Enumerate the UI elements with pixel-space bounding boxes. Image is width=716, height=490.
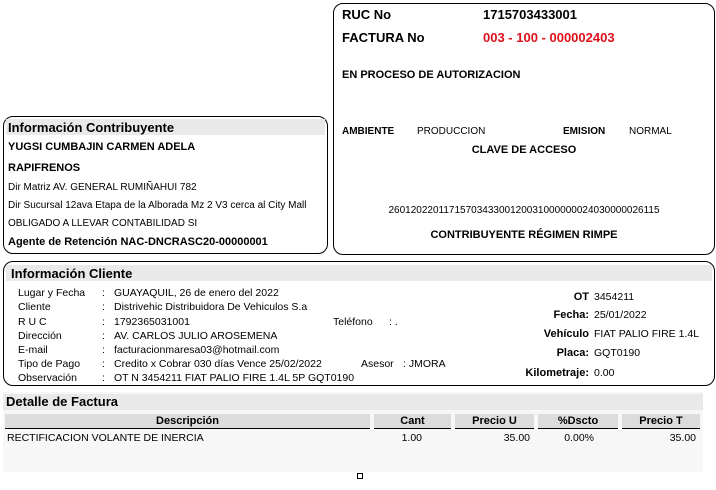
clave-acceso-label: CLAVE DE ACCESO [471, 144, 577, 156]
resize-handle-icon[interactable] [357, 473, 363, 479]
ruc-value: 1715703433001 [483, 7, 577, 22]
vehiculo-label: Vehículo [543, 328, 589, 340]
field-value: Distrivehic Distribuidora De Vehiculos S.a [114, 301, 308, 313]
placa-label: Placa: [556, 347, 589, 359]
field-label: R U C [18, 316, 47, 328]
field-colon: : [102, 344, 105, 356]
obligado-contabilidad: OBLIGADO A LLEVAR CONTABILIDAD SI [8, 218, 198, 229]
field-value: AV. CARLOS JULIO AROSEMENA [114, 330, 278, 342]
fecha-label: Fecha: [553, 309, 589, 321]
agente-retencion: Agente de Retención NAC-DNCRASC20-00000001 [8, 236, 268, 248]
col-header-descripcion: Descripción [5, 414, 370, 429]
row-descripcion: RECTIFICACION VOLANTE DE INERCIA [7, 432, 204, 444]
row-cant: 1.00 [401, 432, 422, 444]
fecha-value: 25/01/2022 [594, 309, 647, 321]
dir-matriz: Dir Matriz AV. GENERAL RUMIÑAHUI 782 [8, 182, 197, 193]
row-precio-t: 35.00 [669, 432, 696, 444]
placa-value: GQT0190 [594, 347, 641, 359]
detalle-title: Detalle de Factura [6, 394, 118, 409]
clave-acceso-value: 2601202201171570343300120031000000024030000026115 [388, 205, 660, 216]
field-colon: : [102, 287, 105, 299]
emision-label: EMISION [563, 126, 606, 137]
field-colon: : [102, 301, 105, 313]
field-value: OT N 3454211 FIAT PALIO FIRE 1.4L 5P GQT0190 [114, 372, 355, 384]
col-header-precio-t: Precio T [622, 414, 700, 429]
field-label: Observación [18, 372, 77, 384]
contribuyente-comercial: RAPIFRENOS [8, 162, 81, 174]
contribuyente-nombre: YUGSI CUMBAJIN CARMEN ADELA [8, 141, 196, 153]
factura-label: FACTURA No [342, 30, 425, 45]
field-label: Dirección [18, 330, 62, 342]
cliente-title: Información Cliente [11, 266, 133, 281]
field-value: GUAYAQUIL, 26 de enero del 2022 [114, 287, 279, 299]
row-dscto: 0.00% [564, 432, 594, 444]
field-colon: : [102, 358, 105, 370]
telefono-label: Teléfono [333, 316, 373, 328]
field-label: E-mail [18, 344, 48, 356]
field-value: facturacionmaresa03@hotmail.com [114, 344, 280, 356]
col-header-dscto: %Dscto [538, 414, 618, 429]
kilometraje-label: Kilometraje: [525, 367, 589, 379]
field-label: Lugar y Fecha [18, 287, 86, 299]
contribuyente-title: Información Contribuyente [8, 120, 175, 135]
factura-number: 003 - 100 - 000002403 [483, 30, 615, 45]
ruc-label: RUC No [342, 7, 392, 22]
field-colon: : [102, 316, 105, 328]
field-value: Credito x Cobrar 030 días Vence 25/02/2022 [114, 358, 322, 370]
emision-value: NORMAL [629, 126, 672, 137]
field-colon: : [102, 372, 105, 384]
field-value: 1792365031001 [114, 316, 190, 328]
authorization-status: EN PROCESO DE AUTORIZACION [342, 69, 521, 81]
row-precio-u: 35.00 [503, 432, 530, 444]
kilometraje-value: 0.00 [594, 367, 615, 379]
dir-sucursal: Dir Sucursal 12ava Etapa de la Alborada Mz 2 V3 cerca al City Mall [8, 200, 307, 211]
asesor-value: : JMORA [403, 358, 446, 370]
col-header-cant: Cant [374, 414, 451, 429]
ambiente-label: AMBIENTE [342, 126, 395, 137]
field-colon: : [102, 330, 105, 342]
field-label: Tipo de Pago [18, 358, 81, 370]
ambiente-value: PRODUCCION [417, 126, 486, 137]
telefono-value: : . [389, 316, 398, 328]
ot-value: 3454211 [594, 291, 635, 303]
vehiculo-value: FIAT PALIO FIRE 1.4L [594, 328, 700, 340]
field-label: Cliente [18, 301, 51, 313]
asesor-label: Asesor [361, 358, 394, 370]
ot-label: OT [573, 291, 589, 303]
col-header-precio-u: Precio U [455, 414, 534, 429]
regimen-label: CONTRIBUYENTE RÉGIMEN RIMPE [430, 229, 618, 241]
